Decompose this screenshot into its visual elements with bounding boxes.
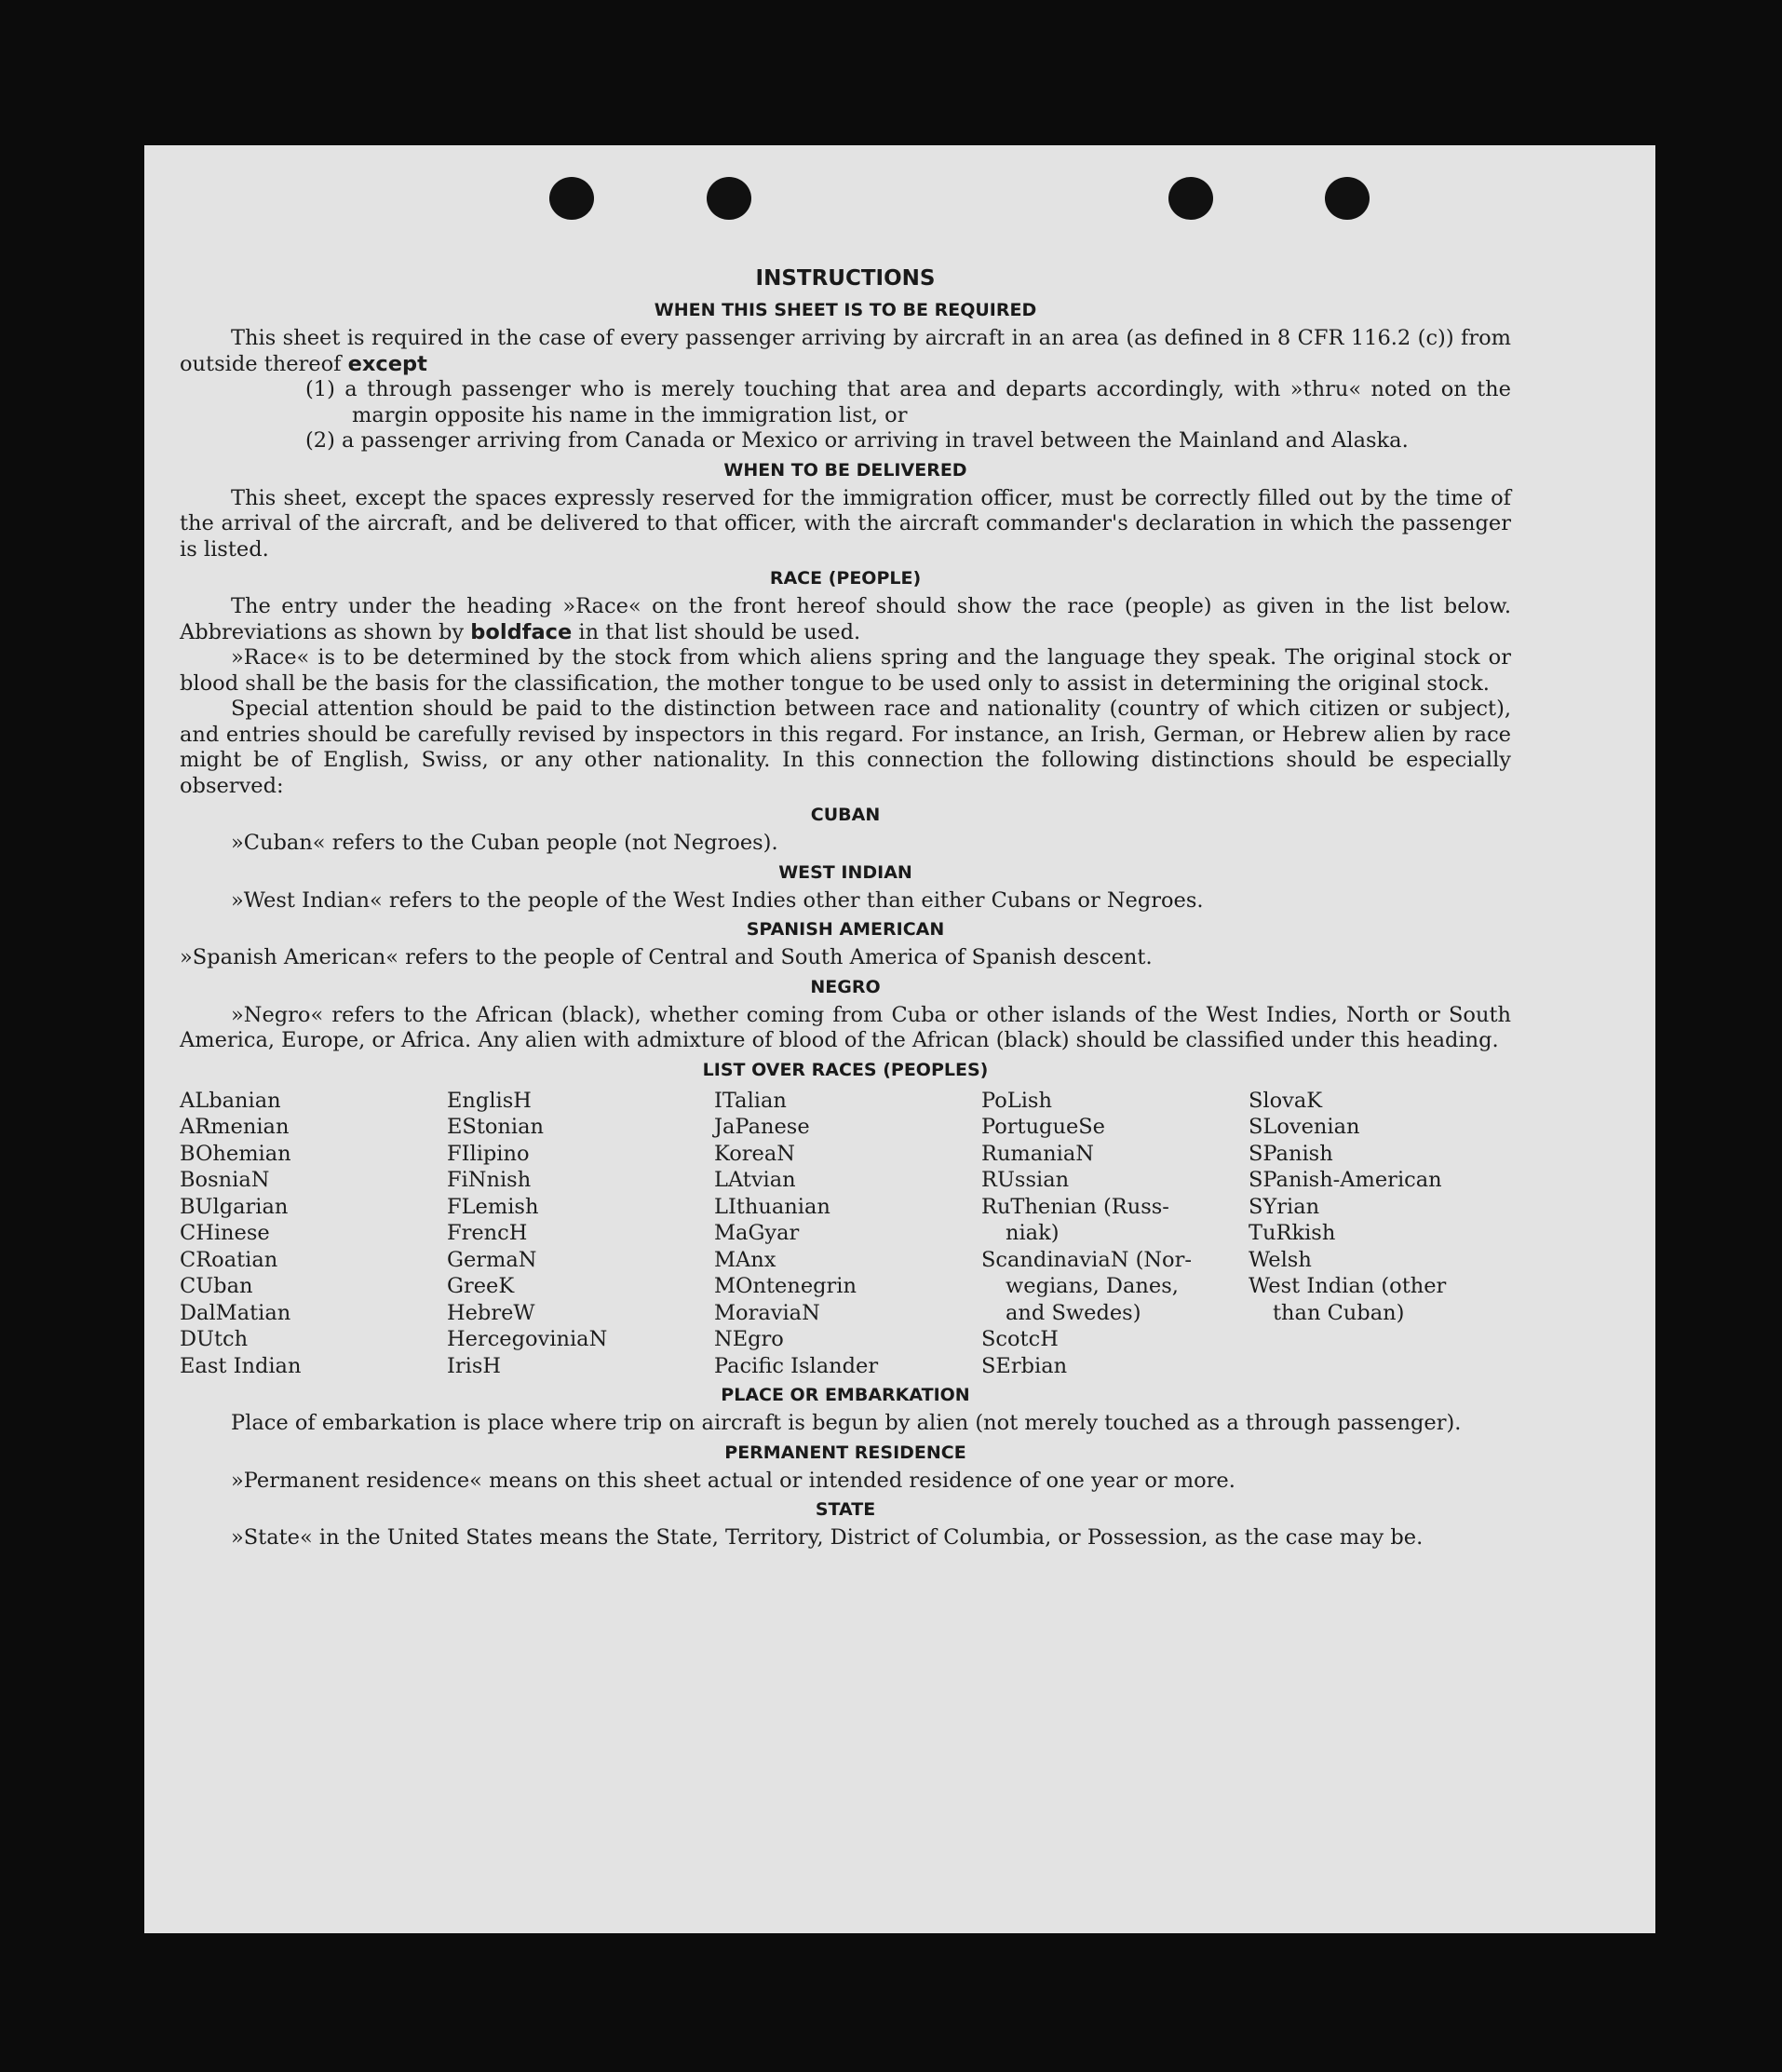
race-list-item: MoraviaN: [714, 1300, 820, 1325]
race-list-item: GermaN: [447, 1247, 537, 1272]
instruction-sheet: [144, 145, 1655, 1933]
race-paragraph-3: Special attention should be paid to the distinction between race and nationality (country of which citizen or subject), and entries should be carefully revised by inspectors in this regard. For instance, an Irish, German, or Hebrew alien by race might be of English, Swiss, or any other nationality. In this connection the following distinctions should be especially observed:: [180, 697, 1511, 798]
when-required-intro: This sheet is required in the case of every passenger arriving by aircraft in an area (as defined in 8 CFR 116.2 (c)) from outside thereof except: [180, 326, 1511, 376]
race-list-item: DUtch: [180, 1327, 249, 1351]
section-title-when-delivered: WHEN TO BE DELIVERED: [723, 459, 967, 481]
race-list-item: SPanish-American: [1249, 1168, 1442, 1192]
punch-hole: [707, 177, 751, 220]
section-title-negro: NEGRO: [810, 976, 881, 997]
race-list-item: PoLish: [981, 1088, 1052, 1113]
race-list-item: BUlgarian: [180, 1194, 289, 1219]
race-list-item: West Indian (other: [1249, 1274, 1447, 1298]
cuban-text: »Cuban« refers to the Cuban people (not Negroes).: [231, 831, 778, 855]
race-list-item: CRoatian: [180, 1247, 278, 1272]
race-list-item: ARmenian: [180, 1115, 290, 1139]
race-list-item: GreeK: [447, 1274, 515, 1298]
race-list-column: [1249, 1088, 1511, 1380]
race-list-item: TuRkish: [1249, 1221, 1336, 1245]
race-list-item: HercegoviniaN: [447, 1327, 608, 1351]
section-title-when-required: WHEN THIS SHEET IS TO BE REQUIRED: [654, 300, 1037, 320]
page-title: INSTRUCTIONS: [755, 266, 936, 291]
race-list-column: [180, 1088, 447, 1380]
race-list-item: JaPanese: [714, 1115, 810, 1139]
when-delivered-text: This sheet, except the spaces expressly reserved for the immigration officer, must be correctly filled out by the time of the arrival of the aircraft, and be delivered to that officer, with the aircraft commander's declaration in which the passenger is listed.: [180, 485, 1511, 562]
race-list: [180, 1088, 1511, 1380]
race-list-item: NEgro: [714, 1327, 784, 1351]
race-list-item: RuThenian (Russ-: [981, 1194, 1169, 1219]
section-title-spanish-american: SPANISH AMERICAN: [746, 919, 945, 940]
section-title-cuban: CUBAN: [810, 805, 881, 825]
exception-item-2: (2) a passenger arriving from Canada or Mexico or arriving in travel between the Mainland and Alaska.: [305, 428, 1409, 453]
race-list-item: SYrian: [1249, 1194, 1320, 1219]
race-list-item: Pacific Islander: [714, 1353, 879, 1378]
race-list-item: SlovaK: [1249, 1088, 1323, 1113]
section-title-race: RACE (PEOPLE): [769, 568, 922, 589]
race-list-column: [447, 1088, 714, 1380]
exception-item-1: (1) a through passenger who is merely touching that area and departs accordingly, with »thru« noted on the margin opposite his name in the immigration list, or: [305, 377, 1511, 427]
race-list-item: ScotcH: [981, 1327, 1059, 1351]
race-list-item: LIthuanian: [714, 1194, 830, 1219]
punch-hole: [1168, 177, 1213, 220]
west-indian-text: »West Indian« refers to the people of the West Indies other than either Cubans or Negroes.: [231, 887, 1204, 913]
race-list-title: LIST OVER RACES (PEOPLES): [702, 1059, 989, 1080]
race-list-item: BOhemian: [180, 1141, 291, 1166]
race-list-item: niak): [1006, 1221, 1060, 1245]
race-list-item: IrisH: [447, 1353, 502, 1378]
negro-text: »Negro« refers to the African (black), whether coming from Cuba or other islands of the West Indies, North or South America, Europe, or Africa. Any alien with admixture of blood of the African (black) should be classified under this heading.: [180, 1002, 1511, 1052]
race-list-item: ALbanian: [180, 1088, 281, 1113]
punch-hole: [1325, 177, 1370, 220]
race-list-item: SLovenian: [1249, 1115, 1360, 1139]
race-paragraph-2: »Race« is to be determined by the stock from which aliens spring and the language they speak. The original stock or blood shall be the basis for the classification, the mother tongue to be used only to assist in determining the original stock.: [180, 645, 1511, 696]
race-list-item: EStonian: [447, 1115, 545, 1139]
race-list-item: SErbian: [981, 1353, 1068, 1378]
race-list-item: KoreaN: [714, 1141, 795, 1166]
section-title-residence: PERMANENT RESIDENCE: [724, 1442, 966, 1463]
race-list-item: RUssian: [981, 1168, 1070, 1192]
spanish-american-text: »Spanish American« refers to the people of Central and South America of Spanish descent.: [180, 945, 1153, 969]
race-list-column: [981, 1088, 1249, 1380]
race-list-item: MOntenegrin: [714, 1274, 857, 1298]
race-list-item: Welsh: [1249, 1247, 1312, 1272]
race-list-item: RumaniaN: [981, 1141, 1094, 1166]
race-list-item: ScandinaviaN (Nor-: [981, 1247, 1192, 1272]
race-list-item: ITalian: [714, 1088, 787, 1113]
section-title-state: STATE: [815, 1499, 876, 1520]
race-list-item: FrencH: [447, 1221, 528, 1245]
embarkation-text: Place of embarkation is place where trip on aircraft is begun by alien (not merely touched as a through passenger).: [231, 1411, 1462, 1435]
punch-hole: [549, 177, 594, 220]
race-list-item: PortugueSe: [981, 1115, 1106, 1139]
race-list-item: SPanish: [1249, 1141, 1333, 1166]
race-list-item: LAtvian: [714, 1168, 796, 1192]
race-list-item: and Swedes): [1006, 1300, 1141, 1325]
residence-text: »Permanent residence« means on this sheet actual or intended residence of one year or more.: [231, 1468, 1235, 1493]
race-list-item: BosniaN: [180, 1168, 270, 1192]
race-list-item: MaGyar: [714, 1221, 800, 1245]
state-text: »State« in the United States means the State, Territory, District of Columbia, or Possession, as the case may be.: [231, 1525, 1424, 1550]
race-list-item: HebreW: [447, 1300, 535, 1325]
race-list-item: CHinese: [180, 1221, 270, 1245]
race-list-item: East Indian: [180, 1353, 302, 1378]
race-list-item: MAnx: [714, 1247, 776, 1272]
race-list-item: wegians, Danes,: [1006, 1274, 1179, 1298]
race-list-item: FLemish: [447, 1194, 539, 1219]
section-title-west-indian: WEST INDIAN: [778, 861, 912, 883]
race-list-item: CUban: [180, 1274, 253, 1298]
race-list-item: DalMatian: [180, 1300, 291, 1325]
race-list-item: FIlipino: [447, 1141, 530, 1166]
race-list-column: [714, 1088, 981, 1380]
race-paragraph-1: The entry under the heading »Race« on the front hereof should show the race (people) as given in the list below. Abbreviations as shown by boldface in that list should be used.: [180, 594, 1511, 644]
race-list-item: than Cuban): [1273, 1300, 1405, 1325]
race-list-item: EnglisH: [447, 1088, 532, 1113]
race-list-item: FiNnish: [447, 1168, 532, 1192]
section-title-embarkation: PLACE OR EMBARKATION: [721, 1385, 970, 1405]
